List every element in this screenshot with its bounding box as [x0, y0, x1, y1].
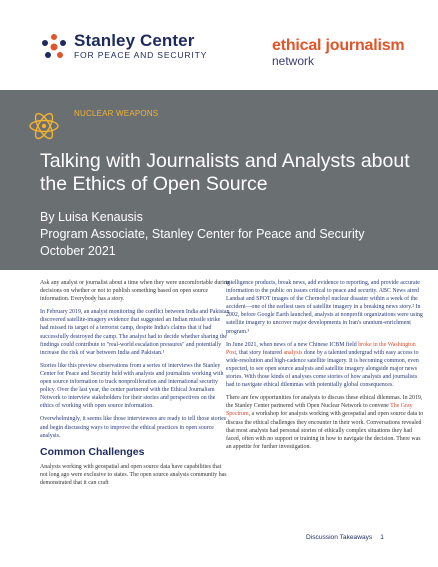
analysis-link[interactable]: analysis — [283, 349, 303, 356]
ejn-logo[interactable] — [272, 38, 404, 69]
left-column — [40, 279, 230, 492]
paragraph — [226, 394, 424, 451]
ejn-subtitle: network — [272, 54, 315, 68]
paragraph: Overwhelmingly, it seems like those interviewees are ready to tell those stories and begin discussing ways to improve the ethical practices in open source analysis. — [40, 416, 227, 439]
stanley-center-logo[interactable] — [40, 32, 207, 61]
category-label: NUCLEAR WEAPONS — [74, 109, 159, 118]
paragraph: Ask any analyst or journalist about a time when they were uncomfortable during decisions on whether or not to publish something based on open source information. Everybody has a story. — [40, 280, 230, 303]
author: By Luisa Kenausis — [40, 210, 143, 224]
publish-date: October 2021 — [40, 244, 116, 258]
text-run: done by a talented undergrad with easy access to wide-resolution and high-cadence satellite imagery. It is becoming common, even expected, to see open source analysis and satellite imagery alongside major news stories. With those kinds of analyses come stories of how analysts and journalists had to navigate ethical dilemmas with potentially global consequences. — [226, 349, 419, 389]
text-run: , a workshop for analysts working with geospatial and open source data to discuss the ethical challenges they encounter in their work. Conversations revealed that most analysts had personal stories of ethically complex situations they had faced, often with no support or training in how to navigate the decision. There was an appetite for further investigation. — [226, 411, 424, 450]
right-column — [226, 279, 424, 456]
page-title: Talking with Journalists and Analysts about the Ethics of Open Source — [40, 150, 410, 195]
page-footer — [306, 534, 384, 541]
stanley-center-mark-icon — [40, 33, 68, 61]
page-number: 1 — [380, 534, 384, 541]
stanley-center-name: Stanley Center — [74, 31, 195, 50]
text-run: There are few opportunities for analysts to discuss these ethical dilemmas. In 2019, the Stanley Center partnered with Open Nuclear Network to convene — [226, 395, 423, 410]
page-header — [0, 0, 438, 90]
byline — [40, 209, 364, 260]
paragraph — [226, 341, 424, 390]
ejn-name: ethical journalism — [272, 37, 405, 54]
washington-post-link[interactable]: broke in the Washington Post — [226, 341, 416, 356]
stanley-center-subtitle: FOR PEACE AND SECURITY — [74, 50, 208, 60]
paragraph: In February 2019, an analyst monitoring the conflict between India and Pakistan discovered satellite-imagery evidence that suggested an Indian missile strike had missed its target of a terrorist camp, despite India's claims that it had successfully destroyed the camp. The analyst had to decide whether sharing the findings could contribute to "real-world escalation pressures" and potentially increase the risk of war between India and Pakistan.¹ — [40, 309, 230, 356]
text-run: , that story featured — [236, 349, 284, 356]
paragraph: intelligence products, break news, add evidence to reporting, and provide accurate information to the public on issues critical to peace and security. ABC News aired Landsat and SPOT images of the Chernobyl nuclear disaster within a week of the accident—one of the earliest uses of satellite imagery in a breaking news story.² In 2002, before Google Earth launched, analysts at nonprofit organizations were using satellite imagery to uncover major developments in Iran's uranium-enrichment program.³ — [226, 280, 423, 335]
paragraph: Stories like this preview observations from a series of interviews the Stanley Center for Peace and Security held with analysts and journalists working with open source information to track nonproliferation and international security policy. Over the last year, the center partnered with the Ethical Journalism Network to interview stakeholders for their stories and perspectives on the ethics of working with open source information. — [40, 362, 224, 410]
gray-spectrum-link[interactable]: The Gray Spectrum — [226, 403, 413, 418]
author-role: Program Associate, Stanley Center for Peace and Security — [40, 227, 365, 241]
section-heading: Common Challenges — [40, 445, 145, 458]
atom-icon — [28, 110, 60, 142]
paragraph: Analysts working with geospatial and open source data have capabilities that not long ago were exclusive to states. The open source analysis community has demonstrated that it can craft — [40, 463, 227, 486]
text-run: In June 2021, when news of a new Chinese ICBM field — [226, 341, 359, 348]
footer-label: Discussion Takeaways — [306, 534, 373, 541]
